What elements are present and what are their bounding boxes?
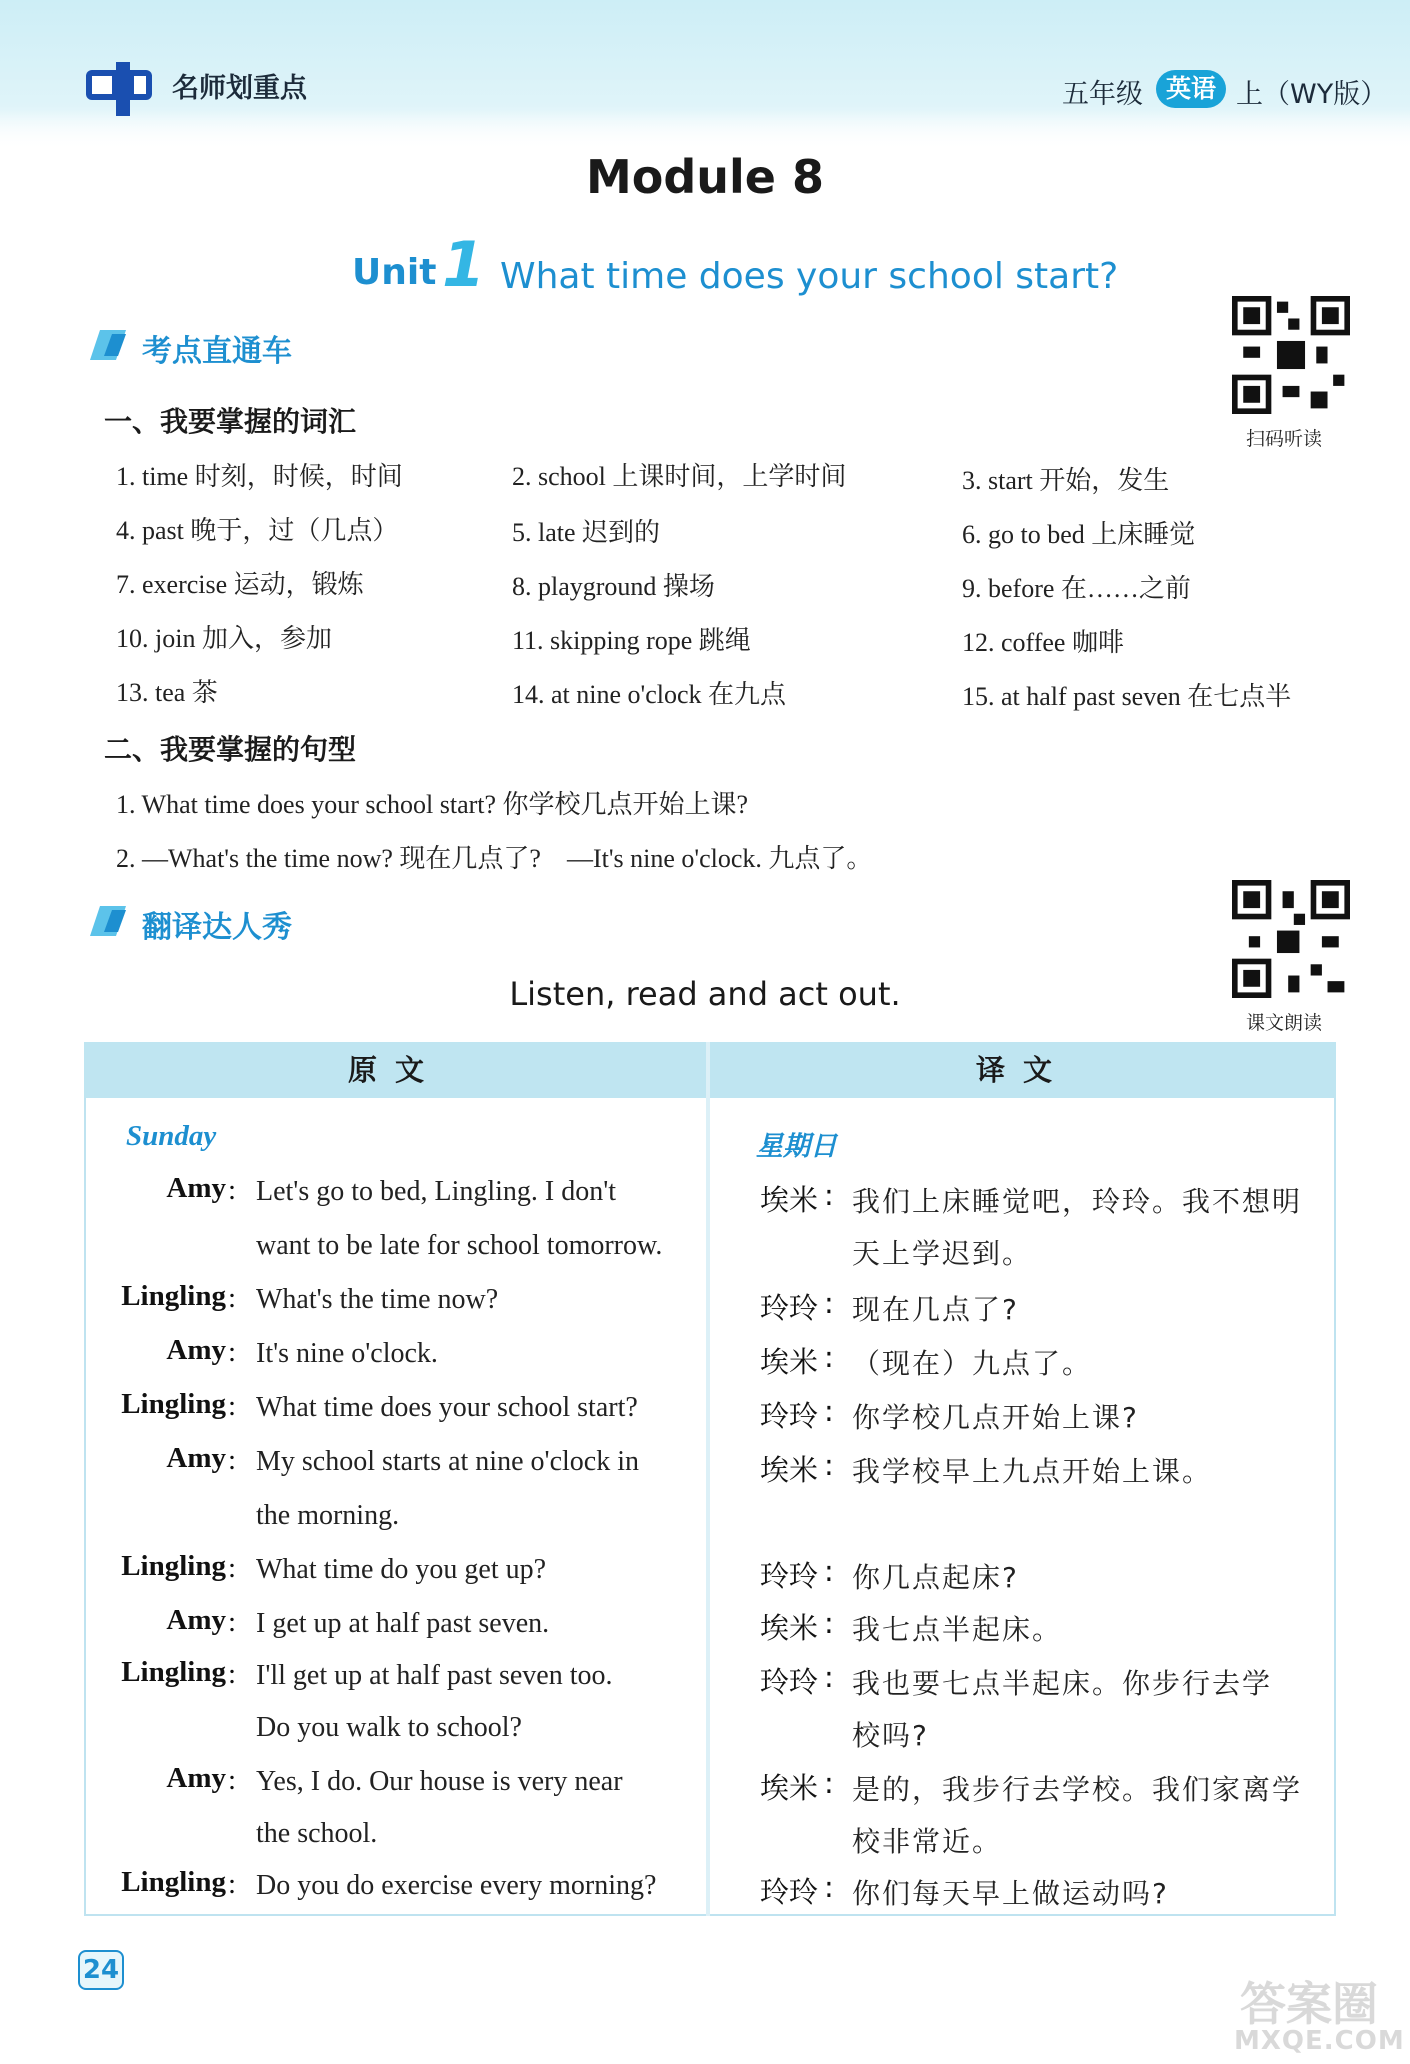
qr-code-icon	[1232, 296, 1350, 414]
column-header-original	[84, 1042, 706, 1098]
translation-line: 你们每天早上做运动吗?	[852, 1877, 1169, 1910]
vocab-item: 12. coffee 咖啡	[962, 628, 1124, 657]
dialogue-line: What time does your school start?	[256, 1392, 638, 1423]
column-header-original-label: 原文	[347, 1053, 442, 1087]
vocab-heading: 一、我要掌握的词汇	[104, 405, 357, 438]
colon: :	[228, 1552, 237, 1584]
section-title-kaodian: 考点直通车	[142, 334, 292, 369]
speaker-cn: 玲玲	[760, 1875, 819, 1909]
dialogue-line: the school.	[256, 1818, 378, 1849]
column-header-translation-label: 译文	[975, 1053, 1070, 1087]
dialogue-line: I'll get up at half past seven too.	[256, 1660, 613, 1691]
speaker-en: Lingling	[121, 1656, 226, 1688]
module-title: Module 8	[585, 150, 825, 204]
unit-title: What time does your school start?	[500, 256, 1119, 297]
series-title: 名师划重点	[172, 73, 307, 104]
colon: :	[228, 1444, 237, 1476]
colon: :	[824, 1448, 834, 1482]
unit-word: Unit	[352, 252, 437, 293]
dialogue-line: Yes, I do. Our house is very near	[256, 1766, 623, 1797]
subject-badge: 英语	[1156, 70, 1226, 108]
dialogue-line: It's nine o'clock.	[256, 1338, 438, 1369]
instruction: Listen, read and act out.	[509, 975, 901, 1013]
colon: :	[228, 1390, 237, 1422]
speaker-en: Lingling	[121, 1550, 226, 1582]
colon: :	[824, 1766, 834, 1800]
vocab-item: 1. time 时刻，时候，时间	[116, 462, 403, 491]
translation-line: 我学校早上九点开始上课。	[852, 1455, 1213, 1488]
colon: :	[228, 1764, 237, 1796]
vocab-item: 13. tea 茶	[116, 678, 218, 707]
section-pencil-icon	[86, 326, 132, 362]
vocab-item: 11. skipping rope 跳绳	[512, 626, 751, 655]
speaker-cn: 埃米	[760, 1183, 819, 1217]
section-pencil-icon	[86, 902, 132, 938]
vocab-item: 5. late 迟到的	[512, 518, 661, 547]
speaker-cn: 埃米	[760, 1771, 819, 1805]
translation-line: 我七点半起床。	[852, 1613, 1063, 1646]
speaker-cn: 埃米	[760, 1453, 819, 1487]
edition-label: 上（WY版）	[1236, 79, 1388, 110]
day-label-en: Sunday	[126, 1120, 217, 1152]
speaker-en: Lingling	[121, 1280, 226, 1312]
vocab-item: 9. before 在……之前	[962, 574, 1191, 603]
translation-line: 你学校几点开始上课?	[852, 1401, 1139, 1434]
sentence-item: 2. —What's the time now? 现在几点了? —It's nine o'clock. 九点了。	[116, 844, 873, 873]
column-header-translation	[710, 1042, 1336, 1098]
sentence-heading: 二、我要掌握的句型	[104, 733, 357, 766]
qr-caption-read: 课文朗读	[1246, 1012, 1323, 1034]
colon: :	[228, 1336, 237, 1368]
vocab-item: 15. at half past seven 在七点半	[962, 682, 1292, 711]
dialogue-line: Do you walk to school?	[256, 1712, 522, 1743]
unit-number: 1	[442, 228, 486, 301]
column-divider	[706, 1042, 710, 1916]
grade-label: 五年级	[1062, 79, 1143, 110]
sentence-item: 1. What time does your school start? 你学校几点开始上课?	[116, 790, 749, 819]
speaker-cn: 埃米	[760, 1611, 819, 1645]
dialogue-line: What time do you get up?	[256, 1554, 547, 1585]
speaker-cn: 埃米	[760, 1345, 819, 1379]
day-label-cn: 星期日	[756, 1131, 837, 1162]
colon: :	[824, 1554, 834, 1588]
watermark-logo: 答案圈	[1240, 1977, 1378, 2031]
vocab-item: 7. exercise 运动，锻炼	[116, 570, 364, 599]
watermark-url: MXQE.COM	[1234, 2026, 1405, 2056]
speaker-en: Amy	[166, 1762, 226, 1794]
colon: :	[824, 1394, 834, 1428]
dialogue-line: My school starts at nine o'clock in	[256, 1446, 639, 1477]
speaker-en: Amy	[166, 1334, 226, 1366]
speaker-en: Amy	[166, 1604, 226, 1636]
colon: :	[824, 1286, 834, 1320]
colon: :	[824, 1178, 834, 1212]
translation-line: （现在）九点了。	[852, 1347, 1093, 1380]
speaker-en: Amy	[166, 1442, 226, 1474]
dialogue-line: What's the time now?	[256, 1284, 499, 1315]
colon: :	[228, 1868, 237, 1900]
dialogue-line: I get up at half past seven.	[256, 1608, 550, 1639]
colon: :	[824, 1340, 834, 1374]
colon: :	[228, 1658, 237, 1690]
vocab-item: 2. school 上课时间，上学时间	[512, 462, 847, 491]
colon: :	[824, 1870, 834, 1904]
translation-line: 是的，我步行去学校。我们家离学	[852, 1773, 1303, 1806]
translation-line: 现在几点了?	[852, 1293, 1019, 1326]
vocab-item: 4. past 晚于，过（几点）	[116, 516, 399, 545]
colon: :	[228, 1282, 237, 1314]
section-title-fanyi: 翻译达人秀	[142, 910, 292, 945]
dialogue-line: Do you do exercise every morning?	[256, 1870, 657, 1901]
dialogue-line: Let's go to bed, Lingling. I don't	[256, 1176, 617, 1207]
speaker-cn: 玲玲	[760, 1399, 819, 1433]
vocab-item: 3. start 开始，发生	[962, 466, 1170, 495]
colon: :	[228, 1174, 237, 1206]
dialogue-line: the morning.	[256, 1500, 400, 1531]
speaker-cn: 玲玲	[760, 1291, 819, 1325]
translation-line: 我也要七点半起床。你步行去学	[852, 1667, 1273, 1700]
translation-line: 校吗?	[852, 1719, 929, 1752]
page-number: 24	[78, 1950, 124, 1990]
speaker-en: Lingling	[121, 1866, 226, 1898]
speaker-cn: 玲玲	[760, 1665, 819, 1699]
colon: :	[824, 1606, 834, 1640]
translation-line: 我们上床睡觉吧，玲玲。我不想明	[852, 1185, 1303, 1218]
dialogue-line: want to be late for school tomorrow.	[256, 1230, 663, 1261]
colon: :	[824, 1660, 834, 1694]
speaker-en: Amy	[166, 1172, 226, 1204]
colon: :	[228, 1606, 237, 1638]
speaker-en: Lingling	[121, 1388, 226, 1420]
vocab-item: 8. playground 操场	[512, 572, 715, 601]
speaker-cn: 玲玲	[760, 1559, 819, 1593]
vocab-item: 6. go to bed 上床睡觉	[962, 520, 1196, 549]
translation-line: 你几点起床?	[852, 1561, 1019, 1594]
translation-line: 天上学迟到。	[852, 1237, 1033, 1270]
vocab-item: 14. at nine o'clock 在九点	[512, 680, 787, 709]
vocab-item: 10. join 加入，参加	[116, 624, 332, 653]
translation-line: 校非常近。	[852, 1825, 1003, 1858]
qr-caption-listen: 扫码听读	[1246, 428, 1323, 450]
brand-logo-icon	[86, 62, 152, 116]
